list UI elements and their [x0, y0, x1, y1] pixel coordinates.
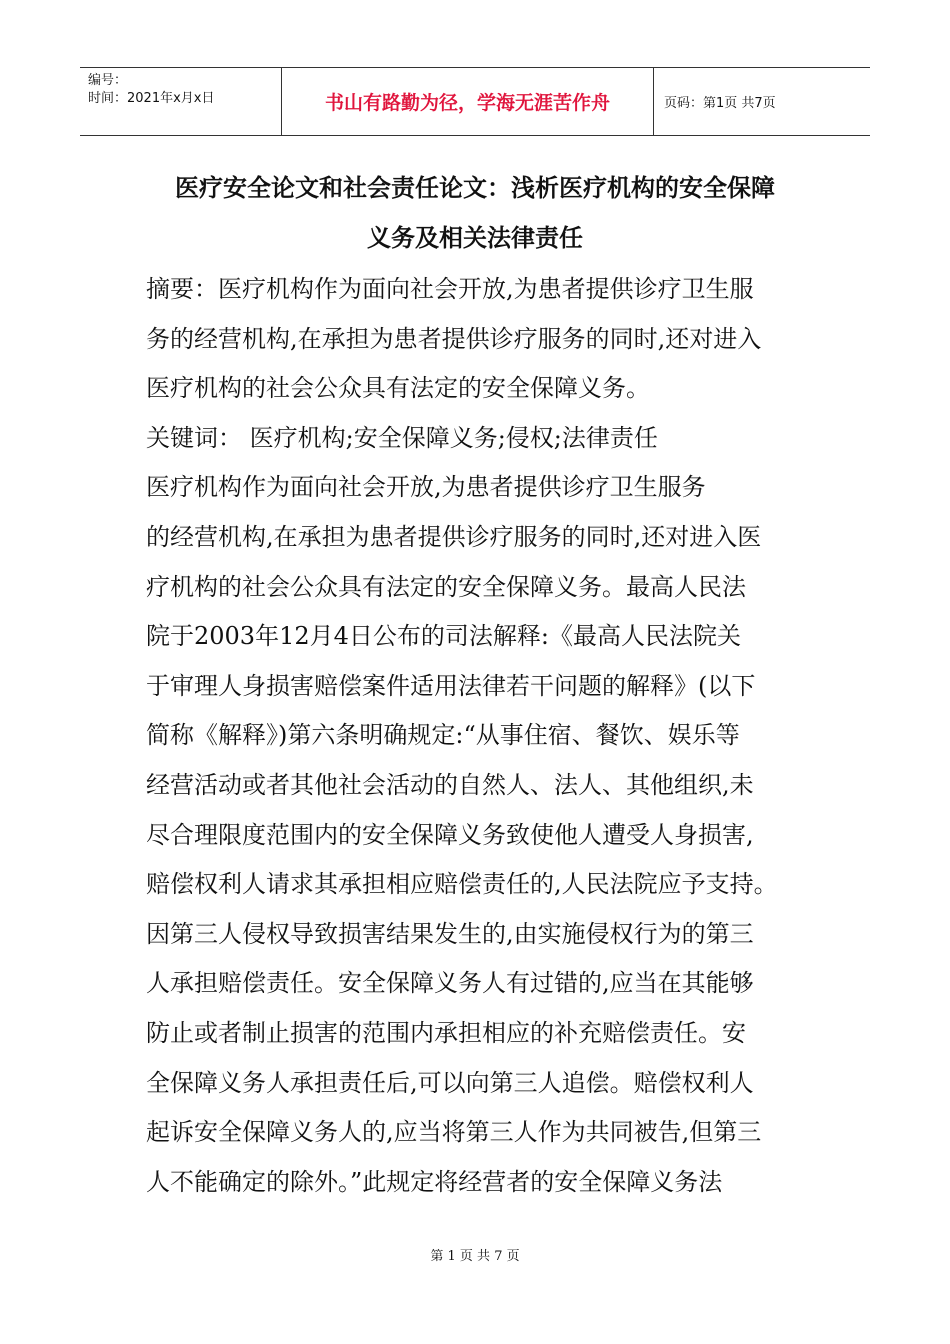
title-line-1: 医疗安全论文和社会责任论文：浅析医疗机构的安全保障	[175, 174, 775, 202]
page-footer: 第 1 页 共 7 页	[430, 1249, 520, 1264]
body-line: 疗机构的社会公众具有法定的安全保障义务。最高人民法	[146, 572, 746, 601]
body-line: 人承担赔偿责任。安全保障义务人有过错的,应当在其能够	[146, 969, 754, 998]
body-line: 起诉安全保障义务人的,应当将第三人作为共同被告,但第三	[146, 1118, 762, 1147]
body-line: 的经营机构,在承担为患者提供诊疗服务的同时,还对进入医	[146, 522, 762, 551]
body-line: 院于2003年12月4日公布的司法解释:《最高人民法院关	[146, 622, 741, 651]
body-line: 务的经营机构,在承担为患者提供诊疗服务的同时,还对进入	[146, 324, 762, 353]
header-page-info: 页码：第1页 共7页	[664, 96, 776, 111]
body-line: 医疗机构作为面向社会开放,为患者提供诊疗卫生服务	[146, 473, 706, 502]
body-line: 赔偿权利人请求其承担相应赔偿责任的,人民法院应予支持。	[146, 870, 778, 899]
time-label: 时间：2021年x月x日	[88, 91, 215, 106]
body-line: 尽合理限度范围内的安全保障义务致使他人遭受人身损害,	[146, 820, 754, 849]
body-line: 经营活动或者其他社会活动的自然人、法人、其他组织,未	[146, 770, 754, 799]
body-line: 人不能确定的除外。”此规定将经营者的安全保障义务法	[146, 1167, 723, 1196]
body-line: 关键词： 医疗机构;安全保障义务;侵权;法律责任	[146, 423, 658, 452]
document-header	[80, 67, 870, 136]
body-text	[146, 265, 810, 1207]
body-line: 因第三人侵权导致损害结果发生的,由实施侵权行为的第三	[146, 919, 754, 948]
body-line: 防止或者制止损害的范围内承担相应的补充赔偿责任。安	[146, 1018, 746, 1047]
title-line-2: 义务及相关法律责任	[367, 224, 583, 252]
body-line: 于审理人身损害赔偿案件适用法律若干问题的解释》(以下	[146, 671, 756, 700]
number-label: 编号：	[88, 73, 128, 88]
body-line: 医疗机构的社会公众具有法定的安全保障义务。	[146, 374, 650, 403]
body-line: 简称《解释》)第六条明确规定:“从事住宿、餐饮、娱乐等	[146, 721, 740, 750]
body-line: 全保障义务人承担责任后,可以向第三人追偿。赔偿权利人	[146, 1068, 754, 1097]
body-line: 摘要：医疗机构作为面向社会开放,为患者提供诊疗卫生服	[146, 275, 754, 303]
header-motto: 书山有路勤为径，学海无涯苦作舟	[282, 68, 654, 135]
header-meta	[80, 68, 282, 135]
